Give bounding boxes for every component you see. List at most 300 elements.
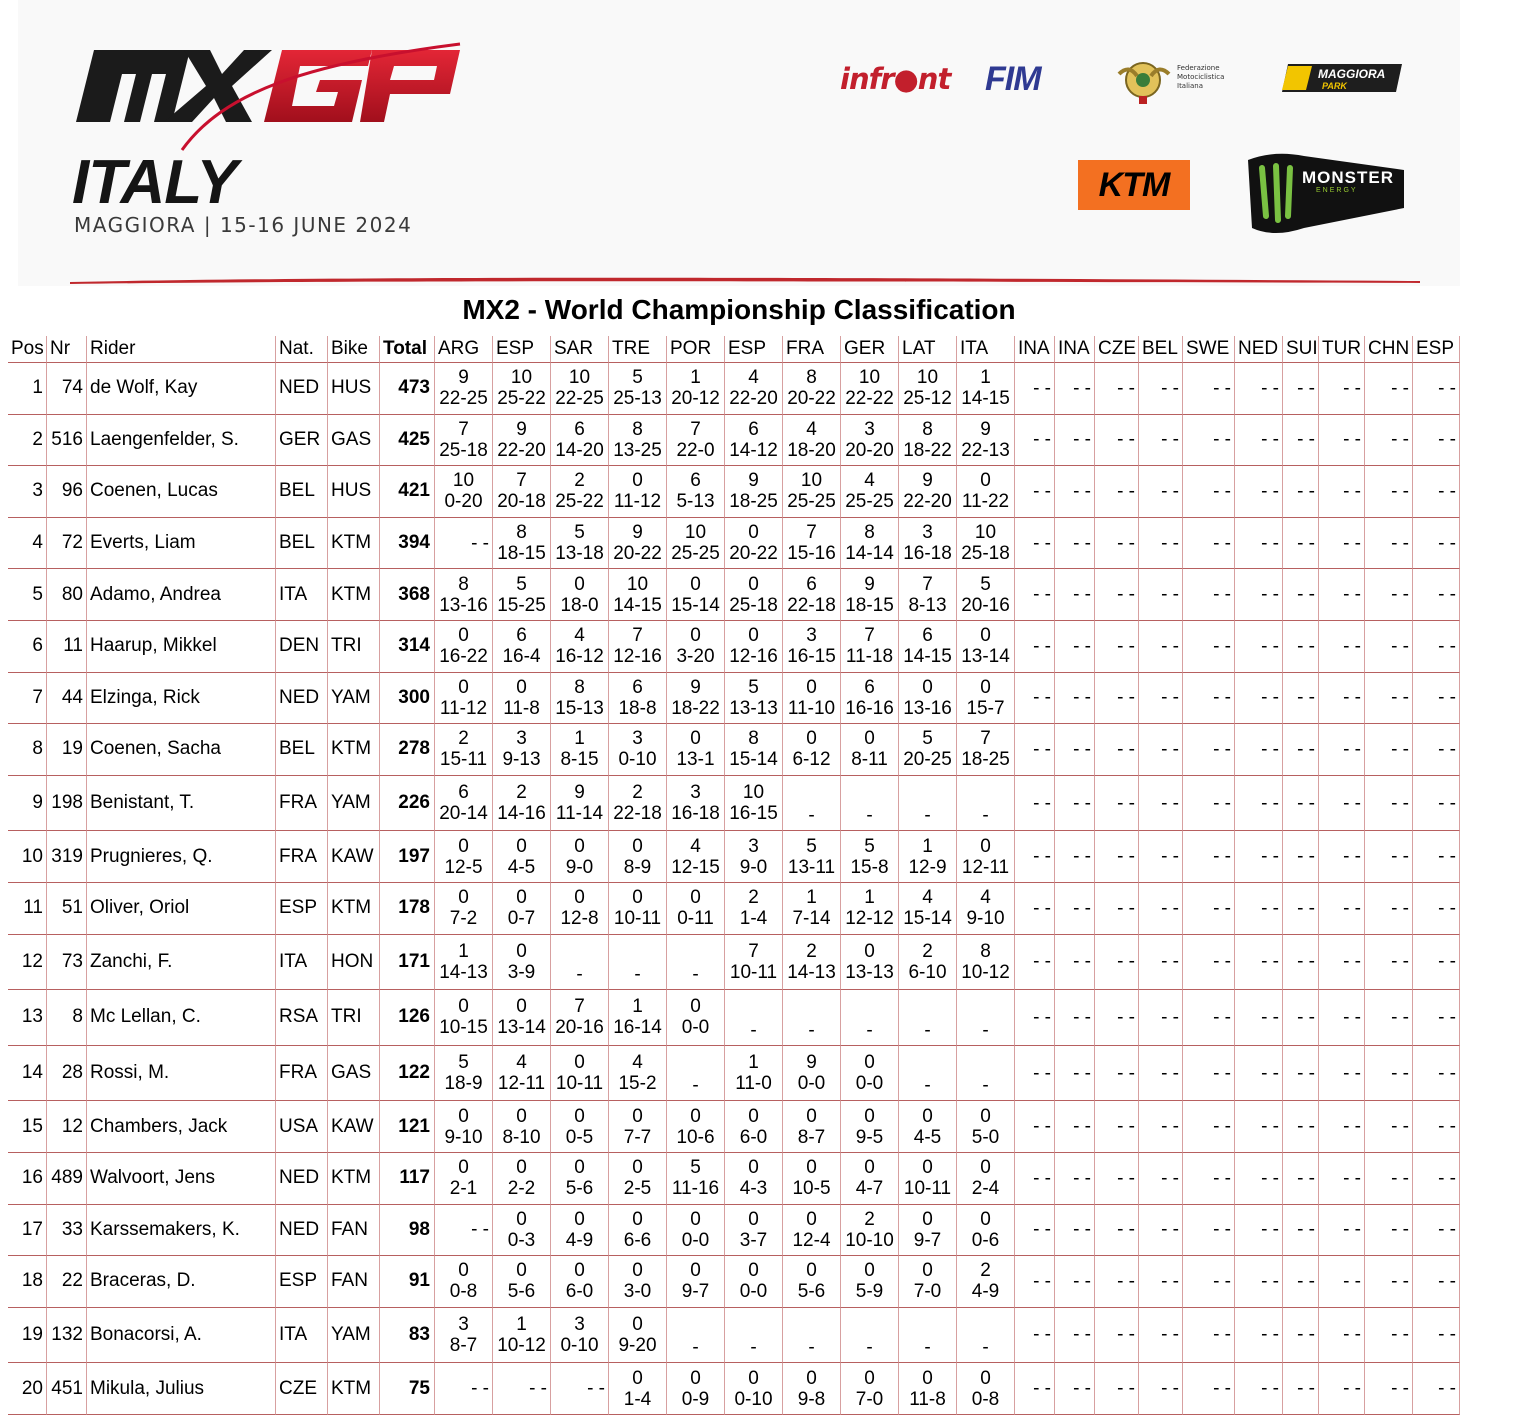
gp-result-cell xyxy=(725,569,783,621)
position-cell: 18 xyxy=(8,1256,47,1308)
gp-points: 0 xyxy=(864,1105,875,1127)
rider-name-cell: Prugnieres, Q. xyxy=(87,831,276,883)
gp-result-cell xyxy=(667,724,725,776)
heat-points: 8-13 xyxy=(908,594,947,616)
heat-points: 13-25 xyxy=(613,439,662,461)
round-header-2: ESP xyxy=(493,336,551,363)
gp-result-cell xyxy=(435,1308,493,1364)
gp-result-cell: - xyxy=(783,990,841,1046)
gp-result-cell: - - xyxy=(1413,990,1460,1046)
nationality-cell: ESP xyxy=(276,1256,328,1308)
table-row xyxy=(8,883,1460,935)
heat-points: 20-25 xyxy=(903,749,952,771)
gp-result-cell: - - xyxy=(1413,1308,1460,1364)
gp-points: 4 xyxy=(748,367,759,389)
gp-result-cell xyxy=(493,1205,551,1257)
gp-points: 4 xyxy=(516,1052,527,1074)
gp-points: 7 xyxy=(922,573,933,595)
gp-result-cell: - - xyxy=(1365,415,1413,467)
gp-result-cell xyxy=(609,883,667,935)
heat-points: 1-4 xyxy=(739,908,768,930)
heat-points: 25-13 xyxy=(613,388,662,410)
gp-result-cell xyxy=(841,1256,899,1308)
position-cell: 15 xyxy=(8,1101,47,1153)
gp-result-cell xyxy=(957,1153,1015,1205)
gp-result-cell: - - xyxy=(1183,1046,1235,1102)
gp-result-cell xyxy=(435,776,493,832)
heat-points: 0-20 xyxy=(444,491,483,513)
gp-result-cell: - - xyxy=(1235,1046,1283,1102)
gp-result-cell xyxy=(435,935,493,991)
table-row xyxy=(8,990,1460,1046)
total-points-cell: 126 xyxy=(380,990,435,1046)
nationality-cell: DEN xyxy=(276,621,328,673)
gp-points: 8 xyxy=(806,367,817,389)
nationality-cell: BEL xyxy=(276,518,328,570)
gp-result-cell: - - xyxy=(1095,1256,1139,1308)
gp-points: 5 xyxy=(922,728,933,750)
heat-points: 11-18 xyxy=(845,646,894,668)
rider-name-cell: Elzinga, Rick xyxy=(87,673,276,725)
heat-points: 25-12 xyxy=(903,388,952,410)
total-points-cell: 421 xyxy=(380,466,435,518)
gp-result-cell: - - xyxy=(1015,1205,1055,1257)
gp-result-cell xyxy=(493,621,551,673)
ktm-logo: KTM xyxy=(1078,160,1190,210)
gp-result-cell: - - xyxy=(1413,776,1460,832)
gp-points: 0 xyxy=(922,1208,933,1230)
gp-result-cell: - - xyxy=(1139,415,1183,467)
col-nat-header: Nat. xyxy=(276,336,328,363)
gp-result-cell xyxy=(725,724,783,776)
gp-result-cell xyxy=(783,1256,841,1308)
gp-points: 8 xyxy=(922,418,933,440)
gp-result-cell xyxy=(551,776,609,832)
bike-cell: KAW xyxy=(328,831,380,883)
heat-points: 18-25 xyxy=(729,491,778,513)
gp-result-cell: - - xyxy=(1235,1256,1283,1308)
rider-number-cell: 33 xyxy=(47,1205,87,1257)
heat-points: 15-11 xyxy=(439,749,488,771)
heat-points: 18-22 xyxy=(671,697,720,719)
gp-result-cell xyxy=(493,831,551,883)
gp-points: 0 xyxy=(690,1208,701,1230)
table-row xyxy=(8,1308,1460,1364)
heat-points: 12-8 xyxy=(560,908,599,930)
position-cell: 3 xyxy=(8,466,47,518)
heat-points: 22-25 xyxy=(439,388,488,410)
gp-points: 9 xyxy=(806,1052,817,1074)
heat-points: 10-11 xyxy=(555,1073,604,1095)
gp-points: 0 xyxy=(458,1260,469,1282)
gp-points: 0 xyxy=(980,1105,991,1127)
gp-result-cell: - - xyxy=(1055,518,1095,570)
total-points-cell: 122 xyxy=(380,1046,435,1102)
gp-result-cell: - - xyxy=(1139,673,1183,725)
gp-result-cell xyxy=(667,990,725,1046)
heat-points: 20-12 xyxy=(671,388,720,410)
position-cell: 20 xyxy=(8,1363,47,1415)
table-row xyxy=(8,1153,1460,1205)
gp-points: 5 xyxy=(516,573,527,595)
heat-points: 16-15 xyxy=(729,803,778,825)
gp-result-cell xyxy=(435,990,493,1046)
gp-result-cell xyxy=(551,1205,609,1257)
gp-result-cell: - - xyxy=(1283,1101,1319,1153)
gp-result-cell: - - xyxy=(1139,363,1183,415)
heat-points: 10-5 xyxy=(792,1178,831,1200)
gp-result-cell xyxy=(435,466,493,518)
bike-cell: KTM xyxy=(328,518,380,570)
gp-result-cell xyxy=(841,1101,899,1153)
gp-result-cell xyxy=(725,1101,783,1153)
heat-points: 16-16 xyxy=(845,697,894,719)
gp-result-cell: - - xyxy=(1319,1153,1365,1205)
bike-cell: HON xyxy=(328,935,380,991)
gp-result-cell: - - xyxy=(1139,724,1183,776)
bike-cell: FAN xyxy=(328,1205,380,1257)
heat-points: 12-16 xyxy=(729,646,778,668)
bike-cell: FAN xyxy=(328,1256,380,1308)
gp-result-cell: - - xyxy=(1283,621,1319,673)
heat-points: 14-15 xyxy=(613,594,662,616)
gp-result-cell: - - xyxy=(1055,673,1095,725)
gp-result-cell: - - xyxy=(1055,363,1095,415)
gp-result-cell xyxy=(551,415,609,467)
gp-result-cell xyxy=(783,569,841,621)
rider-name-cell: Benistant, T. xyxy=(87,776,276,832)
rider-name-cell: Chambers, Jack xyxy=(87,1101,276,1153)
gp-result-cell xyxy=(493,569,551,621)
gp-result-cell: - - xyxy=(1283,935,1319,991)
gp-points: 10 xyxy=(452,470,475,492)
heat-points: 13-14 xyxy=(961,646,1010,668)
position-cell: 14 xyxy=(8,1046,47,1102)
gp-points: 0 xyxy=(806,728,817,750)
gp-result-cell xyxy=(551,990,609,1046)
position-cell: 5 xyxy=(8,569,47,621)
gp-result-cell xyxy=(493,776,551,832)
position-cell: 10 xyxy=(8,831,47,883)
bike-cell: TRI xyxy=(328,621,380,673)
gp-result-cell: - - xyxy=(1283,1256,1319,1308)
gp-result-cell: - - xyxy=(1055,1046,1095,1102)
rider-name-cell: Rossi, M. xyxy=(87,1046,276,1102)
gp-result-cell: - - xyxy=(1015,1363,1055,1415)
gp-points: 0 xyxy=(690,728,701,750)
gp-points: 0 xyxy=(632,470,643,492)
gp-result-cell xyxy=(609,1256,667,1308)
gp-result-cell: - - xyxy=(1413,673,1460,725)
gp-result-cell: - - xyxy=(1235,1308,1283,1364)
red-divider xyxy=(70,274,1420,288)
gp-result-cell: - - xyxy=(1055,1101,1095,1153)
gp-result-cell xyxy=(783,363,841,415)
gp-result-cell xyxy=(899,1205,957,1257)
position-cell: 6 xyxy=(8,621,47,673)
gp-result-cell xyxy=(783,1153,841,1205)
heat-points: 25-22 xyxy=(497,388,546,410)
gp-result-cell: - xyxy=(899,1046,957,1102)
gp-result-cell xyxy=(899,518,957,570)
rider-number-cell: 8 xyxy=(47,990,87,1046)
gp-points: 0 xyxy=(516,1157,527,1179)
gp-result-cell: - xyxy=(609,935,667,991)
gp-result-cell: - - xyxy=(1095,1101,1139,1153)
gp-result-cell xyxy=(783,1046,841,1102)
gp-result-cell: - - xyxy=(1015,1101,1055,1153)
gp-result-cell: - - xyxy=(1139,1205,1183,1257)
gp-result-cell xyxy=(899,883,957,935)
gp-result-cell xyxy=(609,831,667,883)
heat-points: 16-12 xyxy=(555,646,604,668)
heat-points: 20-18 xyxy=(497,491,546,513)
col-bike-header: Bike xyxy=(328,336,380,363)
heat-points: 0-6 xyxy=(971,1229,1000,1251)
gp-result-cell: - - xyxy=(1235,569,1283,621)
gp-result-cell xyxy=(609,724,667,776)
rider-number-cell: 80 xyxy=(47,569,87,621)
heat-points: 9-8 xyxy=(797,1388,826,1410)
heat-points: 22-0 xyxy=(676,439,715,461)
gp-points: 0 xyxy=(632,887,643,909)
gp-points: 0 xyxy=(690,996,701,1018)
gp-result-cell: - - xyxy=(1095,673,1139,725)
gp-result-cell: - - xyxy=(1365,935,1413,991)
gp-points: 5 xyxy=(864,835,875,857)
gp-points: 0 xyxy=(980,625,991,647)
nationality-cell: ESP xyxy=(276,883,328,935)
total-points-cell: 197 xyxy=(380,831,435,883)
heat-points: 16-18 xyxy=(671,803,720,825)
gp-points: 3 xyxy=(690,782,701,804)
rider-name-cell: Coenen, Sacha xyxy=(87,724,276,776)
round-header-9: LAT xyxy=(899,336,957,363)
gp-result-cell: - - xyxy=(1413,363,1460,415)
total-points-cell: 75 xyxy=(380,1363,435,1415)
gp-result-cell: - - xyxy=(1413,724,1460,776)
gp-result-cell xyxy=(841,831,899,883)
heat-points: 0-0 xyxy=(739,1281,768,1303)
gp-result-cell: - - xyxy=(1319,1308,1365,1364)
gp-result-cell xyxy=(609,1205,667,1257)
gp-result-cell xyxy=(667,1256,725,1308)
gp-result-cell xyxy=(725,673,783,725)
gp-points: 0 xyxy=(574,835,585,857)
gp-result-cell: - - xyxy=(1139,776,1183,832)
rider-number-cell: 44 xyxy=(47,673,87,725)
gp-result-cell xyxy=(841,1153,899,1205)
heat-points: 15-14 xyxy=(903,908,952,930)
heat-points: 5-0 xyxy=(971,1126,1000,1148)
heat-points: 12-4 xyxy=(792,1229,831,1251)
gp-result-cell: - - xyxy=(1095,569,1139,621)
rider-number-cell: 74 xyxy=(47,363,87,415)
heat-points: 22-20 xyxy=(903,491,952,513)
gp-result-cell: - - xyxy=(1283,990,1319,1046)
rider-number-cell: 132 xyxy=(47,1308,87,1364)
gp-result-cell: - - xyxy=(435,1363,493,1415)
gp-result-cell: - - xyxy=(1365,569,1413,621)
gp-result-cell: - - xyxy=(1413,1363,1460,1415)
gp-result-cell: - - xyxy=(1015,621,1055,673)
total-points-cell: 98 xyxy=(380,1205,435,1257)
gp-result-cell xyxy=(783,673,841,725)
heat-points: 9-0 xyxy=(565,856,594,878)
gp-points: 0 xyxy=(458,625,469,647)
fim-logo: FIM xyxy=(985,60,1041,98)
gp-result-cell: - - xyxy=(1365,518,1413,570)
gp-result-cell: - - xyxy=(435,518,493,570)
gp-result-cell: - - xyxy=(1235,518,1283,570)
table-row xyxy=(8,569,1460,621)
gp-result-cell: - - xyxy=(1365,1046,1413,1102)
heat-points: 8-9 xyxy=(623,856,652,878)
gp-points: 5 xyxy=(458,1052,469,1074)
gp-result-cell xyxy=(783,518,841,570)
gp-result-cell: - - xyxy=(1095,415,1139,467)
gp-points: 10 xyxy=(626,573,649,595)
gp-result-cell xyxy=(493,518,551,570)
heat-points: 18-25 xyxy=(961,749,1010,771)
gp-points: 1 xyxy=(690,367,701,389)
rider-number-cell: 11 xyxy=(47,621,87,673)
gp-result-cell: - - xyxy=(1319,1101,1365,1153)
gp-result-cell: - - xyxy=(1139,1046,1183,1102)
gp-result-cell: - - xyxy=(1055,466,1095,518)
gp-result-cell: - xyxy=(957,990,1015,1046)
gp-points: 2 xyxy=(864,1208,875,1230)
col-rider-header: Rider xyxy=(87,336,276,363)
heat-points: 2-1 xyxy=(449,1178,478,1200)
round-header-6: ESP xyxy=(725,336,783,363)
gp-result-cell xyxy=(609,990,667,1046)
heat-points: 14-20 xyxy=(555,439,604,461)
gp-result-cell xyxy=(551,569,609,621)
gp-result-cell xyxy=(957,518,1015,570)
gp-points: 0 xyxy=(632,1313,643,1335)
monster-energy-logo xyxy=(1244,150,1406,238)
gp-result-cell xyxy=(899,1363,957,1415)
gp-points: 10 xyxy=(800,470,823,492)
gp-result-cell: - - xyxy=(1139,466,1183,518)
gp-result-cell: - - xyxy=(1183,1101,1235,1153)
gp-result-cell: - - xyxy=(1183,1256,1235,1308)
gp-points: 2 xyxy=(574,470,585,492)
gp-result-cell xyxy=(551,724,609,776)
heat-points: 25-25 xyxy=(845,491,894,513)
gp-result-cell: - - xyxy=(1055,621,1095,673)
gp-result-cell: - - xyxy=(1319,363,1365,415)
gp-result-cell: - - xyxy=(1015,883,1055,935)
gp-points: 4 xyxy=(806,418,817,440)
gp-result-cell: - - xyxy=(1283,724,1319,776)
heat-points: 0-10 xyxy=(560,1334,599,1356)
heat-points: 0-10 xyxy=(618,749,657,771)
gp-result-cell xyxy=(493,1256,551,1308)
bike-cell: KTM xyxy=(328,883,380,935)
gp-points: 0 xyxy=(458,835,469,857)
heat-points: 7-0 xyxy=(855,1388,884,1410)
gp-result-cell xyxy=(899,1153,957,1205)
gp-result-cell xyxy=(725,935,783,991)
bike-cell: KTM xyxy=(328,724,380,776)
gp-result-cell xyxy=(551,673,609,725)
heat-points: 12-15 xyxy=(671,856,720,878)
heat-points: 1-4 xyxy=(623,1388,652,1410)
gp-points: 0 xyxy=(690,887,701,909)
gp-points: 0 xyxy=(516,940,527,962)
gp-result-cell xyxy=(667,466,725,518)
gp-result-cell xyxy=(957,1256,1015,1308)
gp-result-cell: - - xyxy=(1235,673,1283,725)
gp-result-cell: - - xyxy=(1413,415,1460,467)
heat-points: 11-10 xyxy=(787,697,836,719)
gp-points: 0 xyxy=(748,1367,759,1389)
gp-result-cell xyxy=(551,1256,609,1308)
gp-points: 7 xyxy=(458,418,469,440)
gp-result-cell xyxy=(609,776,667,832)
gp-points: 0 xyxy=(690,625,701,647)
heat-points: 4-7 xyxy=(855,1178,884,1200)
round-header-12: INA xyxy=(1055,336,1095,363)
gp-result-cell xyxy=(551,1046,609,1102)
gp-points: 9 xyxy=(864,573,875,595)
round-header-5: POR xyxy=(667,336,725,363)
svg-text:MAGGIORA: MAGGIORA xyxy=(1318,67,1386,81)
gp-points: 0 xyxy=(806,1367,817,1389)
gp-points: 0 xyxy=(806,1157,817,1179)
gp-result-cell: - xyxy=(957,1046,1015,1102)
gp-points: 0 xyxy=(690,1367,701,1389)
gp-points: 0 xyxy=(922,1157,933,1179)
gp-result-cell: - - xyxy=(1235,776,1283,832)
gp-result-cell: - - xyxy=(1365,1363,1413,1415)
heat-points: 11-12 xyxy=(613,491,662,513)
heat-points: 5-6 xyxy=(565,1178,594,1200)
gp-result-cell: - - xyxy=(1235,621,1283,673)
gp-points: 0 xyxy=(922,676,933,698)
heat-points: 18-0 xyxy=(560,594,599,616)
nationality-cell: CZE xyxy=(276,1363,328,1415)
gp-result-cell xyxy=(435,1256,493,1308)
gp-result-cell: - - xyxy=(1095,935,1139,991)
gp-result-cell xyxy=(667,1363,725,1415)
heat-points: 0-11 xyxy=(677,908,714,930)
gp-result-cell: - - xyxy=(1055,883,1095,935)
rider-number-cell: 12 xyxy=(47,1101,87,1153)
gp-result-cell: - - xyxy=(1235,363,1283,415)
nationality-cell: NED xyxy=(276,1153,328,1205)
rider-number-cell: 319 xyxy=(47,831,87,883)
gp-result-cell: - xyxy=(841,1308,899,1364)
gp-points: 6 xyxy=(516,625,527,647)
gp-result-cell: - - xyxy=(1283,415,1319,467)
gp-result-cell xyxy=(841,1363,899,1415)
nationality-cell: ITA xyxy=(276,935,328,991)
gp-result-cell: - - xyxy=(1235,724,1283,776)
heat-points: 22-20 xyxy=(729,388,778,410)
gp-result-cell xyxy=(667,415,725,467)
gp-result-cell: - - xyxy=(1055,569,1095,621)
gp-points: 0 xyxy=(458,676,469,698)
gp-points: 7 xyxy=(516,470,527,492)
gp-result-cell: - xyxy=(841,990,899,1046)
total-points-cell: 226 xyxy=(380,776,435,832)
gp-result-cell: - - xyxy=(1183,569,1235,621)
table-row xyxy=(8,1363,1460,1415)
heat-points: 18-22 xyxy=(903,439,952,461)
